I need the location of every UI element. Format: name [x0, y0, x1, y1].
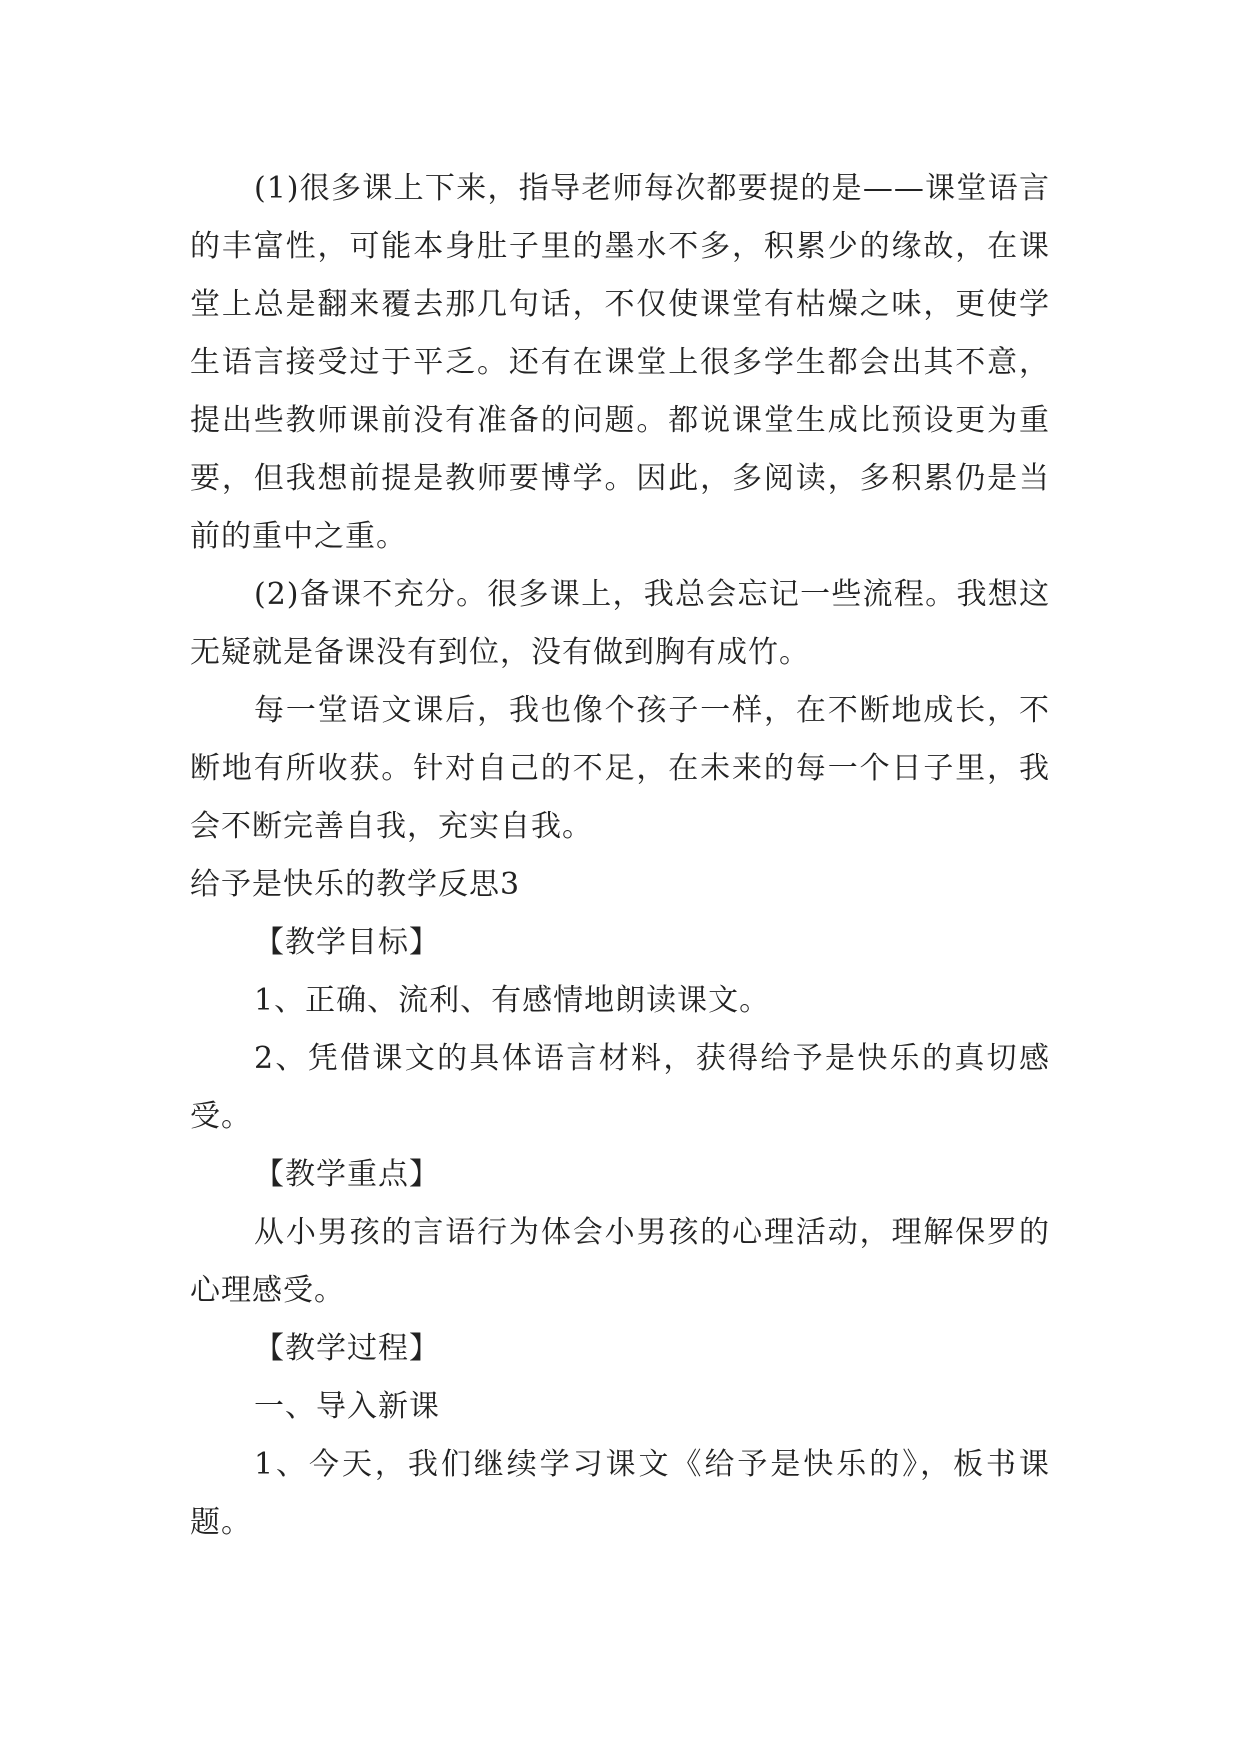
paragraph-reflection-1: (1)很多课上下来，指导老师每次都要提的是——课堂语言的丰富性，可能本身肚子里的墨水不多，积累少的缘故，在课堂上总是翻来覆去那几句话，不仅使课堂有枯燥之味，更使学生语言接受过于平乏。还有在课堂上很多学生都会出其不意，提出些教师课前没有准备的问题。都说课堂生成比预设更为重要，但我想前提是教师要博学。因此，多阅读，多积累仍是当前的重中之重。 — [190, 171, 1050, 554]
goal-item-2: 2、凭借课文的具体语言材料，获得给予是快乐的真切感受。 — [190, 1041, 1050, 1134]
heading-teaching-process: 【教学过程】 — [254, 1331, 440, 1366]
document-body — [190, 160, 1050, 1552]
paragraph-conclusion: 每一堂语文课后，我也像个孩子一样，在不断地成长，不断地有所收获。针对自己的不足，在未来的每一个日子里，我会不断完善自我，充实自我。 — [190, 693, 1050, 844]
process-step-intro: 一、导入新课 — [254, 1389, 440, 1424]
section-title: 给予是快乐的教学反思3 — [190, 867, 521, 902]
focus-text: 从小男孩的言语行为体会小男孩的心理活动，理解保罗的心理感受。 — [190, 1215, 1050, 1308]
process-item-1: 1、今天，我们继续学习课文《给予是快乐的》，板书课题。 — [190, 1447, 1050, 1540]
heading-teaching-goals: 【教学目标】 — [254, 925, 440, 960]
paragraph-reflection-2: (2)备课不充分。很多课上，我总会忘记一些流程。我想这无疑就是备课没有到位，没有做到胸有成竹。 — [190, 577, 1050, 670]
goal-item-1: 1、正确、流利、有感情地朗读课文。 — [254, 983, 771, 1018]
heading-teaching-focus: 【教学重点】 — [254, 1157, 440, 1192]
